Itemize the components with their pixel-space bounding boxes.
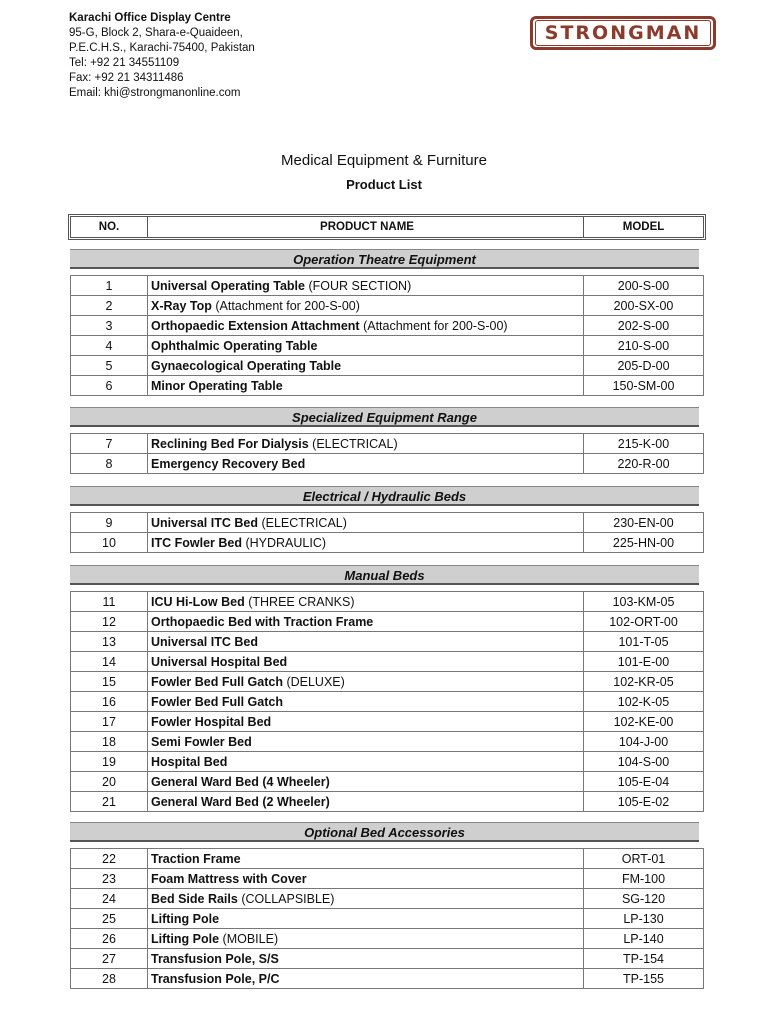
section-table [70, 275, 704, 396]
section-title: Manual Beds [70, 565, 699, 585]
row-product [148, 692, 584, 712]
row-product [148, 949, 584, 969]
row-model: TP-154 [584, 949, 704, 969]
product-name: Lifting Pole [151, 911, 220, 926]
table-row [71, 909, 704, 929]
product-note: (MOBILE) [222, 931, 279, 946]
document-title: Medical Equipment & Furniture [281, 152, 487, 169]
row-no: 9 [71, 513, 148, 533]
row-model: 102-KE-00 [584, 712, 704, 732]
product-note: (COLLAPSIBLE) [241, 891, 335, 906]
table-row [71, 949, 704, 969]
table-row [71, 849, 704, 869]
product-name: Gynaecological Operating Table [151, 358, 342, 373]
product-name: Minor Operating Table [151, 378, 283, 393]
row-no: 25 [71, 909, 148, 929]
table-row [71, 869, 704, 889]
logo-text: STRONGMAN [535, 20, 711, 46]
row-no: 15 [71, 672, 148, 692]
product-name: Universal Hospital Bed [151, 654, 288, 669]
section-table [70, 433, 704, 474]
table-row [71, 513, 704, 533]
row-no: 2 [71, 296, 148, 316]
table-header [70, 216, 704, 238]
row-no: 18 [71, 732, 148, 752]
company-name: Karachi Office Display Centre [69, 12, 231, 24]
row-no: 22 [71, 849, 148, 869]
product-name: Traction Frame [151, 851, 241, 866]
section-title: Operation Theatre Equipment [70, 249, 699, 269]
row-product [148, 772, 584, 792]
row-product [148, 434, 584, 454]
row-product [148, 276, 584, 296]
row-model: 102-KR-05 [584, 672, 704, 692]
row-no: 11 [71, 592, 148, 612]
table-row [71, 792, 704, 812]
header-product-name: PRODUCT NAME [148, 217, 584, 238]
table-row [71, 296, 704, 316]
row-product [148, 356, 584, 376]
table-row [71, 434, 704, 454]
row-model: 104-S-00 [584, 752, 704, 772]
product-name: General Ward Bed (4 Wheeler) [151, 774, 330, 789]
row-product [148, 969, 584, 989]
table-row [71, 454, 704, 474]
table-row [71, 592, 704, 612]
product-note: (THREE CRANKS) [248, 594, 355, 609]
row-model: LP-130 [584, 909, 704, 929]
section-title: Optional Bed Accessories [70, 822, 699, 842]
row-model: ORT-01 [584, 849, 704, 869]
product-note: (ELECTRICAL) [261, 515, 347, 530]
product-name: Transfusion Pole, S/S [151, 951, 279, 966]
row-model: 104-J-00 [584, 732, 704, 752]
row-product [148, 296, 584, 316]
row-no: 5 [71, 356, 148, 376]
row-model: 103-KM-05 [584, 592, 704, 612]
table-row [71, 276, 704, 296]
product-name: X-Ray Top [151, 298, 212, 313]
row-model: 230-EN-00 [584, 513, 704, 533]
row-no: 27 [71, 949, 148, 969]
product-name: Lifting Pole [151, 931, 220, 946]
product-name: Bed Side Rails [151, 891, 238, 906]
table-row [71, 732, 704, 752]
office-address [69, 11, 255, 101]
row-no: 21 [71, 792, 148, 812]
section-table [70, 512, 704, 553]
row-no: 8 [71, 454, 148, 474]
row-product [148, 513, 584, 533]
row-product [148, 869, 584, 889]
product-name: ITC Fowler Bed [151, 535, 242, 550]
row-no: 23 [71, 869, 148, 889]
product-name: Universal ITC Bed [151, 515, 258, 530]
telephone: Tel: +92 21 34551109 [69, 57, 180, 69]
email: Email: khi@strongmanonline.com [69, 87, 241, 99]
product-name: Universal Operating Table [151, 278, 305, 293]
table-row [71, 752, 704, 772]
fax: Fax: +92 21 34311486 [69, 72, 184, 84]
product-note: (Attachment for 200-S-00) [363, 318, 508, 333]
row-model: 101-E-00 [584, 652, 704, 672]
row-product [148, 909, 584, 929]
product-name: Fowler Bed Full Gatch [151, 694, 283, 709]
table-row [71, 969, 704, 989]
row-product [148, 712, 584, 732]
header-no: NO. [71, 217, 148, 238]
table-row [71, 376, 704, 396]
row-product [148, 592, 584, 612]
row-model: 210-S-00 [584, 336, 704, 356]
row-product [148, 316, 584, 336]
row-product [148, 612, 584, 632]
row-no: 26 [71, 929, 148, 949]
product-name: Universal ITC Bed [151, 634, 258, 649]
table-row [71, 929, 704, 949]
product-name: Transfusion Pole, P/C [151, 971, 280, 986]
product-name: General Ward Bed (2 Wheeler) [151, 794, 330, 809]
row-model: 101-T-05 [584, 632, 704, 652]
product-name: Semi Fowler Bed [151, 734, 252, 749]
row-no: 24 [71, 889, 148, 909]
table-row [71, 356, 704, 376]
row-product [148, 632, 584, 652]
product-name: Hospital Bed [151, 754, 228, 769]
row-no: 7 [71, 434, 148, 454]
row-model: 102-K-05 [584, 692, 704, 712]
row-model: 205-D-00 [584, 356, 704, 376]
strongman-logo [530, 16, 716, 50]
row-model: 105-E-02 [584, 792, 704, 812]
section-table [70, 848, 704, 989]
row-product [148, 376, 584, 396]
product-name: Foam Mattress with Cover [151, 871, 307, 886]
document-subtitle: Product List [346, 177, 422, 192]
table-row [71, 692, 704, 712]
row-no: 20 [71, 772, 148, 792]
row-no: 6 [71, 376, 148, 396]
row-product [148, 336, 584, 356]
product-note: (DELUXE) [286, 674, 345, 689]
row-no: 17 [71, 712, 148, 732]
row-no: 3 [71, 316, 148, 336]
row-no: 13 [71, 632, 148, 652]
product-note: (FOUR SECTION) [308, 278, 412, 293]
row-product [148, 889, 584, 909]
product-name: ICU Hi-Low Bed [151, 594, 245, 609]
table-row [71, 336, 704, 356]
row-no: 10 [71, 533, 148, 553]
row-product [148, 929, 584, 949]
product-note: (ELECTRICAL) [312, 436, 398, 451]
product-name: Reclining Bed For Dialysis [151, 436, 309, 451]
address-line-2: P.E.C.H.S., Karachi-75400, Pakistan [69, 42, 255, 54]
product-name: Ophthalmic Operating Table [151, 338, 318, 353]
row-no: 14 [71, 652, 148, 672]
product-name: Fowler Bed Full Gatch [151, 674, 283, 689]
row-product [148, 849, 584, 869]
table-row [71, 772, 704, 792]
row-model: SG-120 [584, 889, 704, 909]
section-title: Electrical / Hydraulic Beds [70, 486, 699, 506]
table-row [71, 533, 704, 553]
row-model: 200-S-00 [584, 276, 704, 296]
table-row [71, 652, 704, 672]
row-no: 1 [71, 276, 148, 296]
table-row [71, 672, 704, 692]
row-no: 19 [71, 752, 148, 772]
row-product [148, 792, 584, 812]
row-model: TP-155 [584, 969, 704, 989]
product-name: Emergency Recovery Bed [151, 456, 306, 471]
product-name: Fowler Hospital Bed [151, 714, 272, 729]
table-row [71, 632, 704, 652]
row-model: 215-K-00 [584, 434, 704, 454]
row-model: 102-ORT-00 [584, 612, 704, 632]
header-model: MODEL [584, 217, 704, 238]
row-model: LP-140 [584, 929, 704, 949]
product-name: Orthopaedic Extension Attachment [151, 318, 360, 333]
row-no: 28 [71, 969, 148, 989]
section-table [70, 591, 704, 812]
row-model: 150-SM-00 [584, 376, 704, 396]
row-model: FM-100 [584, 869, 704, 889]
table-row [71, 889, 704, 909]
row-model: 202-S-00 [584, 316, 704, 336]
section-title: Specialized Equipment Range [70, 407, 699, 427]
row-model: 200-SX-00 [584, 296, 704, 316]
address-line-1: 95-G, Block 2, Shara-e-Quaideen, [69, 27, 243, 39]
row-no: 4 [71, 336, 148, 356]
row-product [148, 533, 584, 553]
product-note: (HYDRAULIC) [245, 535, 327, 550]
product-note: (Attachment for 200-S-00) [215, 298, 360, 313]
table-row [71, 316, 704, 336]
row-product [148, 454, 584, 474]
row-product [148, 652, 584, 672]
product-name: Orthopaedic Bed with Traction Frame [151, 614, 374, 629]
table-row [71, 612, 704, 632]
row-no: 16 [71, 692, 148, 712]
table-row [71, 712, 704, 732]
row-product [148, 752, 584, 772]
row-no: 12 [71, 612, 148, 632]
row-product [148, 672, 584, 692]
row-model: 105-E-04 [584, 772, 704, 792]
row-model: 225-HN-00 [584, 533, 704, 553]
row-product [148, 732, 584, 752]
row-model: 220-R-00 [584, 454, 704, 474]
